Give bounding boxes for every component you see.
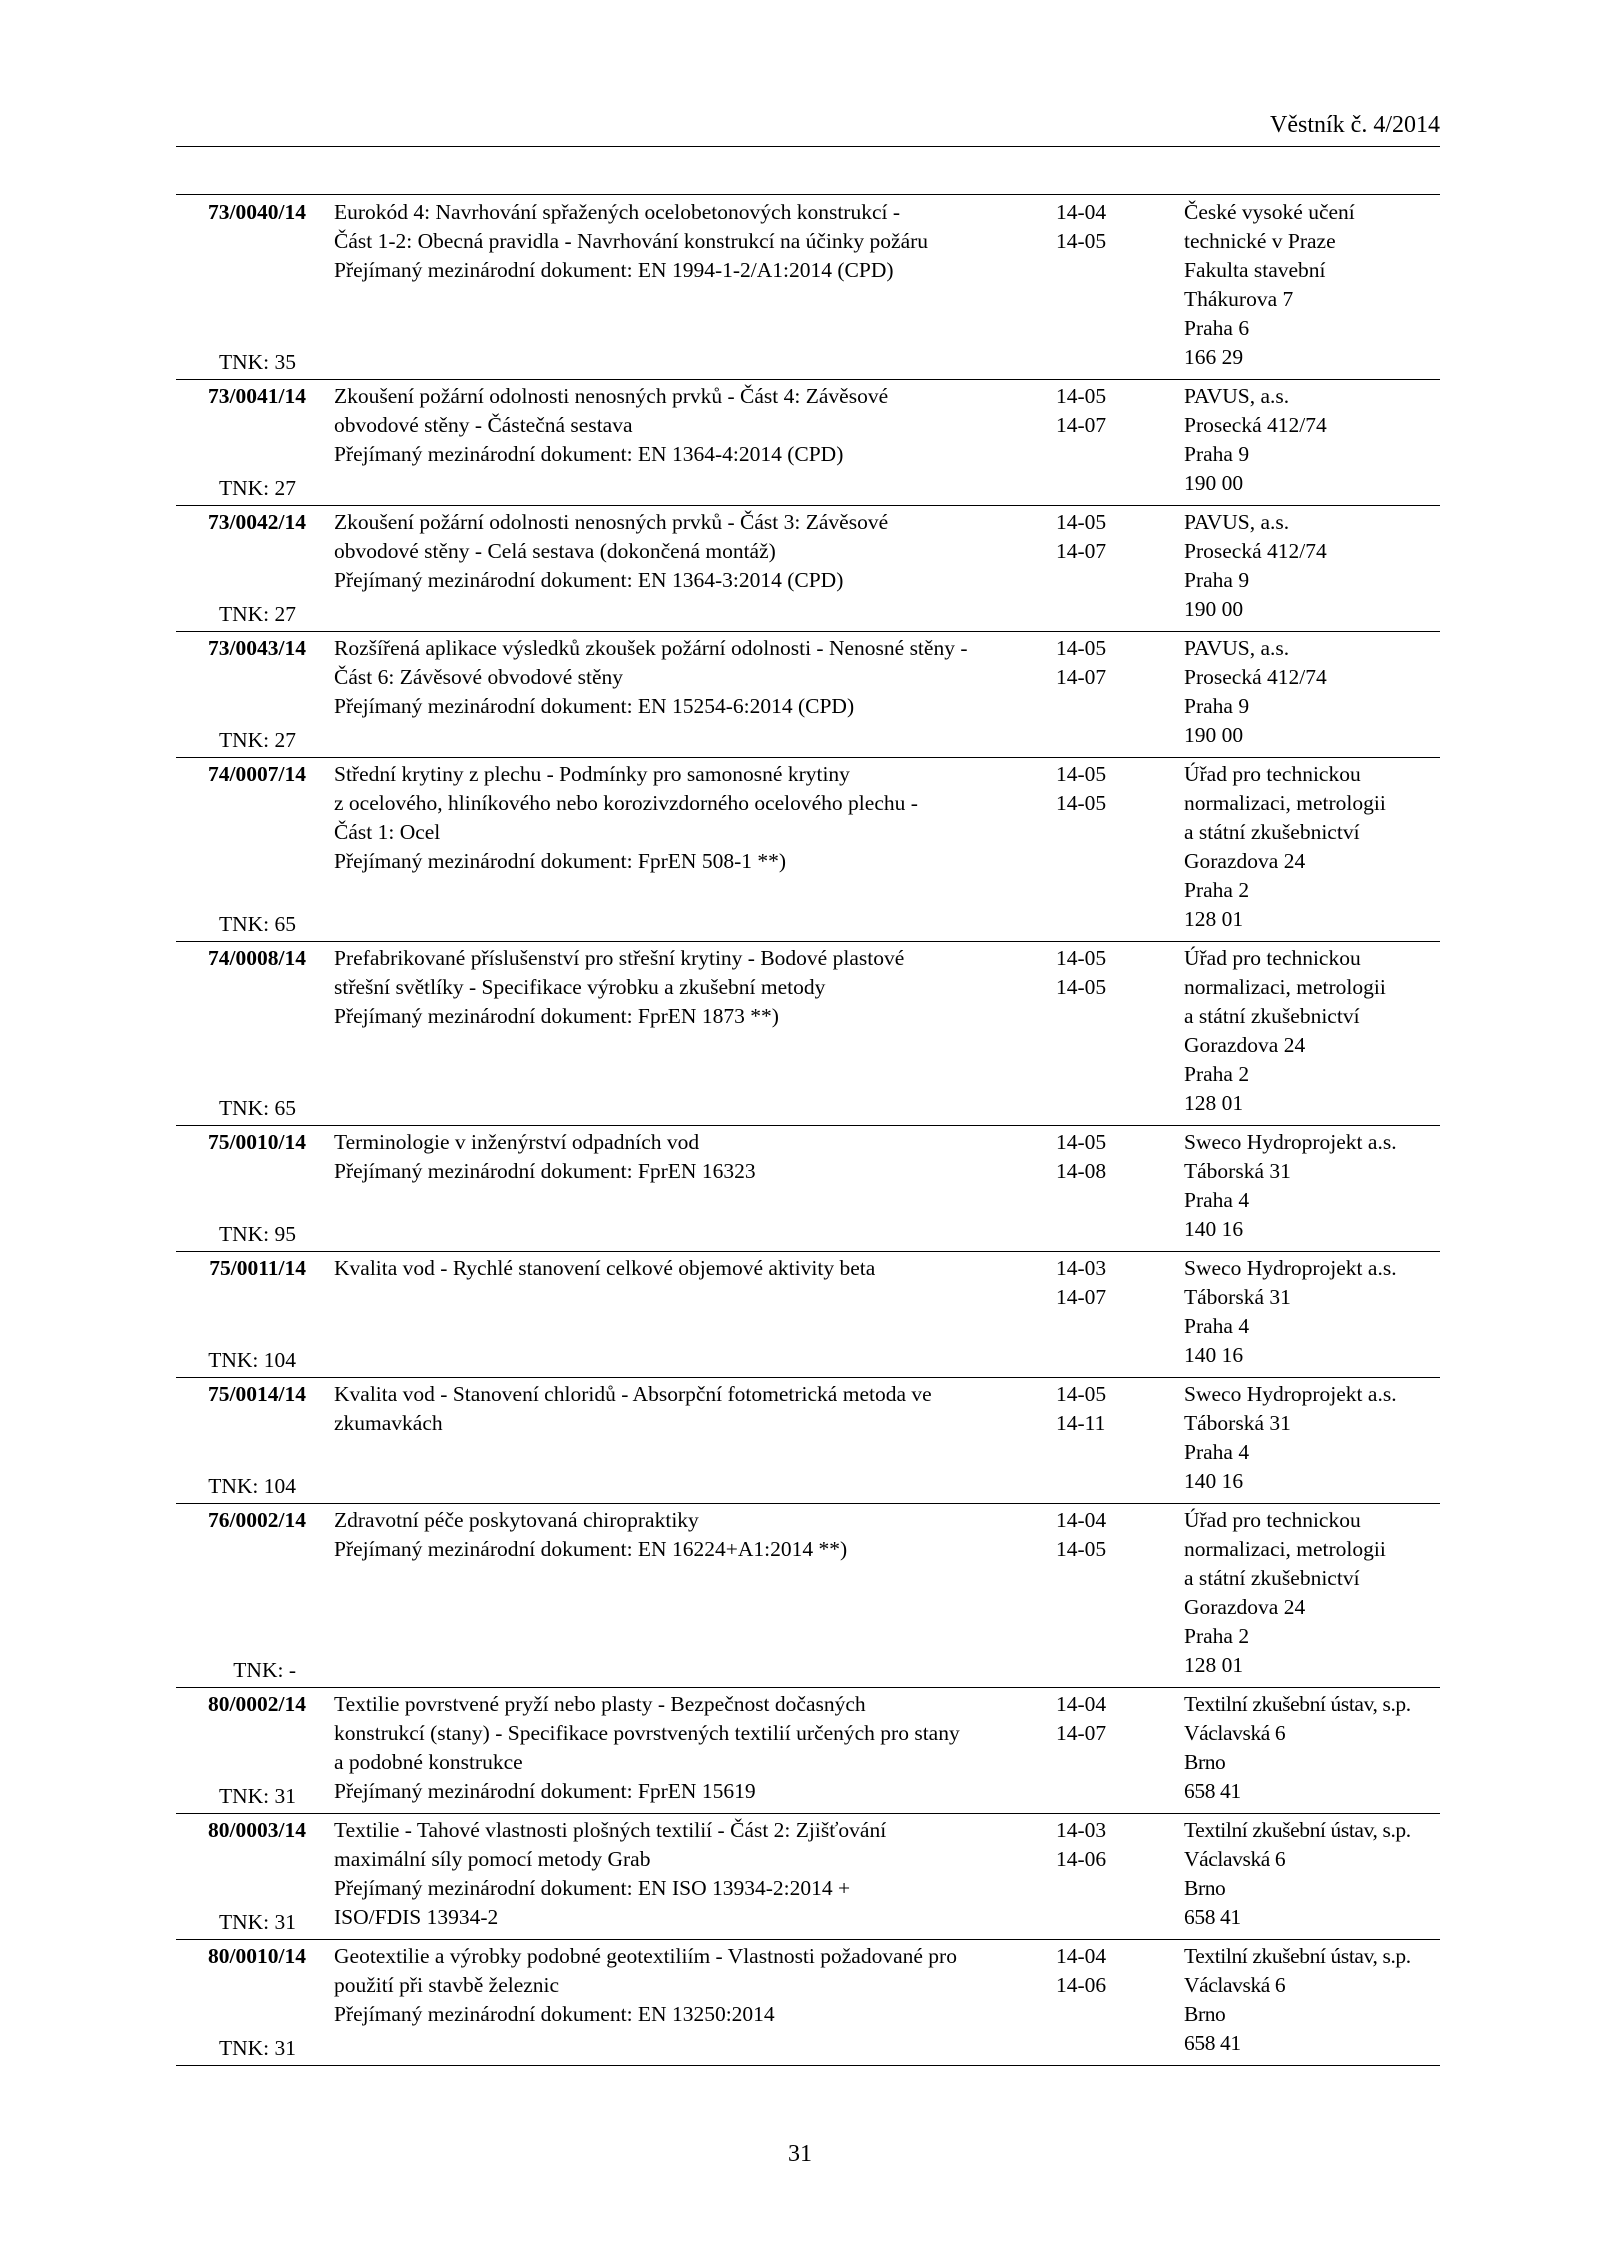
organization-address <box>1184 634 1444 750</box>
table-row <box>176 506 1440 632</box>
organization-address-line: Thákurova 7 <box>1184 287 1294 311</box>
dates-line: 14-07 <box>1056 1721 1107 1745</box>
standard-title <box>334 1128 1034 1186</box>
organization-address <box>1184 1506 1444 1680</box>
tnk-label: TNK: 31 <box>218 2036 296 2060</box>
dates-line: 14-05 <box>1056 1130 1107 1154</box>
organization-address-line: normalizaci, metrologii <box>1184 1537 1386 1561</box>
organization-address-line: a státní zkušebnictví <box>1184 1566 1360 1590</box>
header-rule <box>176 146 1440 147</box>
standard-title-line: Část 1: Ocel <box>334 820 441 844</box>
organization-address <box>1184 1254 1444 1370</box>
organization-address-line: 658 41 <box>1184 2031 1241 2055</box>
organization-address <box>1184 1128 1444 1244</box>
standard-number: 76/0002/14 <box>208 1508 306 1532</box>
organization-address <box>1184 382 1444 498</box>
standard-title-line: Přejímaný mezinárodní dokument: EN 16224+A1:2014 **) <box>334 1537 848 1561</box>
standard-number: 75/0014/14 <box>208 1382 306 1406</box>
organization-address-line: Praha 4 <box>1184 1314 1250 1338</box>
organization-address-line: Brno <box>1184 1750 1226 1774</box>
standard-title-line: Zkoušení požární odolnosti nenosných prvků - Část 4: Závěsové <box>334 384 889 408</box>
dates-line: 14-05 <box>1056 946 1107 970</box>
organization-address-line: PAVUS, a.s. <box>1184 384 1290 408</box>
tnk-label: TNK: - <box>233 1658 296 1682</box>
dates-line: 14-05 <box>1056 636 1107 660</box>
tnk-label: TNK: 31 <box>218 1784 296 1808</box>
standard-title-line: Přejímaný mezinárodní dokument: EN 1994-1-2/A1:2014 (CPD) <box>334 258 894 282</box>
dates <box>1056 1816 1146 1874</box>
standard-title-line: použití při stavbě železnic <box>334 1973 560 1997</box>
standard-title <box>334 1942 1034 2029</box>
standard-number: 74/0008/14 <box>208 946 306 970</box>
table-row <box>176 758 1440 942</box>
table-row <box>176 1504 1440 1688</box>
organization-address-line: Textilní zkušební ústav, s.p. <box>1184 1944 1411 1968</box>
organization-address <box>1184 1690 1444 1806</box>
dates-line: 14-05 <box>1056 791 1107 815</box>
organization-address-line: Textilní zkušební ústav, s.p. <box>1184 1818 1411 1842</box>
dates-line: 14-05 <box>1056 384 1107 408</box>
standard-title-line: Část 1-2: Obecná pravidla - Navrhování konstrukcí na účinky požáru <box>334 229 929 253</box>
table-row <box>176 1378 1440 1504</box>
dates-line: 14-11 <box>1056 1411 1106 1435</box>
tnk-label: TNK: 104 <box>208 1348 296 1372</box>
dates-line: 14-05 <box>1056 975 1107 999</box>
organization-address-line: PAVUS, a.s. <box>1184 636 1290 660</box>
standard-title-line: Eurokód 4: Navrhování spřažených ocelobetonových konstrukcí - <box>334 200 901 224</box>
standard-title-line: ISO/FDIS 13934-2 <box>334 1905 499 1929</box>
standard-number: 73/0042/14 <box>208 510 306 534</box>
table-row <box>176 1814 1440 1940</box>
dates-line: 14-07 <box>1056 1285 1107 1309</box>
tnk-label: TNK: 104 <box>208 1474 296 1498</box>
organization-address-line: 190 00 <box>1184 597 1244 621</box>
dates-line: 14-04 <box>1056 1692 1107 1716</box>
dates-line: 14-05 <box>1056 229 1107 253</box>
organization-address-line: Prosecká 412/74 <box>1184 539 1327 563</box>
standard-title-line: maximální síly pomocí metody Grab <box>334 1847 651 1871</box>
table-row <box>176 942 1440 1126</box>
organization-address-line: 140 16 <box>1184 1469 1244 1493</box>
dates-line: 14-03 <box>1056 1256 1107 1280</box>
standard-title-line: z ocelového, hliníkového nebo korozivzdorného ocelového plechu - <box>334 791 918 815</box>
organization-address-line: 166 29 <box>1184 345 1244 369</box>
organization-address-line: 140 16 <box>1184 1217 1244 1241</box>
standard-title-line: Prefabrikované příslušenství pro střešní krytiny - Bodové plastové <box>334 946 905 970</box>
organization-address-line: 190 00 <box>1184 723 1244 747</box>
organization-address-line: Prosecká 412/74 <box>1184 665 1327 689</box>
dates-line: 14-04 <box>1056 1508 1107 1532</box>
organization-address-line: Sweco Hydroprojekt a.s. <box>1184 1130 1397 1154</box>
organization-address-line: a státní zkušebnictví <box>1184 820 1360 844</box>
organization-address-line: Fakulta stavební <box>1184 258 1326 282</box>
organization-address-line: 658 41 <box>1184 1905 1241 1929</box>
organization-address-line: 140 16 <box>1184 1343 1244 1367</box>
dates <box>1056 1254 1146 1312</box>
organization-address-line: Praha 9 <box>1184 694 1250 718</box>
standard-title-line: Přejímaný mezinárodní dokument: FprEN 15619 <box>334 1779 756 1803</box>
dates <box>1056 944 1146 1002</box>
organization-address-line: 190 00 <box>1184 471 1244 495</box>
table-row <box>176 632 1440 758</box>
standard-title <box>334 1254 1034 1283</box>
organization-address-line: PAVUS, a.s. <box>1184 510 1290 534</box>
tnk-label: TNK: 27 <box>218 728 296 752</box>
standard-number: 80/0002/14 <box>208 1692 306 1716</box>
standard-number: 74/0007/14 <box>208 762 306 786</box>
standard-title <box>334 198 1034 285</box>
organization-address <box>1184 508 1444 624</box>
dates <box>1056 198 1146 256</box>
organization-address-line: Úřad pro technickou <box>1184 1508 1361 1532</box>
standard-title-line: Část 6: Závěsové obvodové stěny <box>334 665 624 689</box>
standard-title-line: Textilie - Tahové vlastnosti plošných textilií - Část 2: Zjišťování <box>334 1818 887 1842</box>
dates <box>1056 1380 1146 1438</box>
tnk-label: TNK: 35 <box>218 350 296 374</box>
standard-title <box>334 944 1034 1031</box>
standard-title <box>334 760 1034 876</box>
tnk-label: TNK: 27 <box>218 602 296 626</box>
organization-address-line: Praha 6 <box>1184 316 1250 340</box>
standard-number: 73/0040/14 <box>208 200 306 224</box>
organization-address-line: a státní zkušebnictví <box>1184 1004 1360 1028</box>
table-row <box>176 380 1440 506</box>
table-row <box>176 1126 1440 1252</box>
organization-address <box>1184 944 1444 1118</box>
standard-title-line: konstrukcí (stany) - Specifikace povrstvených textilií určených pro stany <box>334 1721 960 1745</box>
dates <box>1056 760 1146 818</box>
standard-title-line: Přejímaný mezinárodní dokument: FprEN 1873 **) <box>334 1004 779 1028</box>
standard-title-line: Přejímaný mezinárodní dokument: FprEN 508-1 **) <box>334 849 787 873</box>
standard-title-line: Zdravotní péče poskytovaná chiropraktiky <box>334 1508 699 1532</box>
organization-address-line: Gorazdova 24 <box>1184 849 1306 873</box>
organization-address-line: Sweco Hydroprojekt a.s. <box>1184 1256 1397 1280</box>
standard-title-line: Textilie povrstvené pryží nebo plasty - Bezpečnost dočasných <box>334 1692 866 1716</box>
dates <box>1056 1942 1146 2000</box>
dates-line: 14-07 <box>1056 413 1107 437</box>
dates <box>1056 634 1146 692</box>
organization-address-line: Praha 2 <box>1184 878 1250 902</box>
tnk-label: TNK: 31 <box>218 1910 296 1934</box>
standard-number: 73/0041/14 <box>208 384 306 408</box>
dates-line: 14-07 <box>1056 665 1107 689</box>
organization-address-line: Brno <box>1184 1876 1226 1900</box>
standard-title-line: Zkoušení požární odolnosti nenosných prvků - Část 3: Závěsové <box>334 510 889 534</box>
dates-line: 14-05 <box>1056 762 1107 786</box>
standard-title-line: obvodové stěny - Celá sestava (dokončená montáž) <box>334 539 776 563</box>
standard-title <box>334 1690 1034 1806</box>
table-top-rule <box>176 194 1440 195</box>
organization-address <box>1184 1380 1444 1496</box>
organization-address-line: Brno <box>1184 2002 1226 2026</box>
standard-number: 80/0003/14 <box>208 1818 306 1842</box>
standard-title-line: Kvalita vod - Rychlé stanovení celkové objemové aktivity beta <box>334 1256 876 1280</box>
tnk-label: TNK: 65 <box>218 912 296 936</box>
standard-title-line: Přejímaný mezinárodní dokument: EN 1364-4:2014 (CPD) <box>334 442 844 466</box>
organization-address <box>1184 760 1444 934</box>
tnk-label: TNK: 27 <box>218 476 296 500</box>
journal-header: Věstník č. 4/2014 <box>1270 112 1440 138</box>
dates-line: 14-06 <box>1056 1847 1107 1871</box>
standard-title-line: zkumavkách <box>334 1411 443 1435</box>
dates-line: 14-07 <box>1056 539 1107 563</box>
organization-address-line: Praha 9 <box>1184 568 1250 592</box>
organization-address-line: Praha 2 <box>1184 1062 1250 1086</box>
organization-address-line: Táborská 31 <box>1184 1159 1291 1183</box>
organization-address <box>1184 1816 1444 1932</box>
organization-address-line: Gorazdova 24 <box>1184 1595 1306 1619</box>
organization-address-line: Praha 4 <box>1184 1188 1250 1212</box>
standard-title-line: Přejímaný mezinárodní dokument: EN 15254-6:2014 (CPD) <box>334 694 855 718</box>
dates <box>1056 1506 1146 1564</box>
organization-address-line: normalizaci, metrologii <box>1184 975 1386 999</box>
organization-address-line: Prosecká 412/74 <box>1184 413 1327 437</box>
standard-title-line: Přejímaný mezinárodní dokument: EN ISO 13934-2:2014 + <box>334 1876 851 1900</box>
standard-title <box>334 1380 1034 1438</box>
organization-address-line: Textilní zkušební ústav, s.p. <box>1184 1692 1411 1716</box>
standards-table <box>176 196 1440 2066</box>
organization-address-line: 658 41 <box>1184 1779 1241 1803</box>
organization-address-line: 128 01 <box>1184 1091 1244 1115</box>
dates-line: 14-05 <box>1056 510 1107 534</box>
organization-address-line: Václavská 6 <box>1184 1847 1286 1871</box>
tnk-label: TNK: 65 <box>218 1096 296 1120</box>
standard-title-line: Střední krytiny z plechu - Podmínky pro samonosné krytiny <box>334 762 850 786</box>
dates-line: 14-04 <box>1056 200 1107 224</box>
table-row <box>176 1940 1440 2066</box>
standard-title <box>334 382 1034 469</box>
organization-address-line: Václavská 6 <box>1184 1973 1286 1997</box>
standard-title-line: Geotextilie a výrobky podobné geotextiliím - Vlastnosti požadované pro <box>334 1944 957 1968</box>
standard-title-line: Přejímaný mezinárodní dokument: EN 1364-3:2014 (CPD) <box>334 568 844 592</box>
organization-address-line: Praha 9 <box>1184 442 1250 466</box>
organization-address-line: Václavská 6 <box>1184 1721 1286 1745</box>
dates <box>1056 1128 1146 1186</box>
standard-title <box>334 634 1034 721</box>
organization-address-line: 128 01 <box>1184 907 1244 931</box>
table-row <box>176 1688 1440 1814</box>
table-row <box>176 1252 1440 1378</box>
standard-title-line: Přejímaný mezinárodní dokument: FprEN 16323 <box>334 1159 756 1183</box>
standard-title-line: Přejímaný mezinárodní dokument: EN 13250:2014 <box>334 2002 775 2026</box>
standard-title-line: střešní světlíky - Specifikace výrobku a zkušební metody <box>334 975 826 999</box>
dates-line: 14-08 <box>1056 1159 1107 1183</box>
organization-address-line: normalizaci, metrologii <box>1184 791 1386 815</box>
standard-title <box>334 1816 1034 1932</box>
standard-number: 75/0010/14 <box>208 1130 306 1154</box>
dates-line: 14-04 <box>1056 1944 1107 1968</box>
dates-line: 14-05 <box>1056 1537 1107 1561</box>
standard-title-line: Rozšířená aplikace výsledků zkoušek požární odolnosti - Nenosné stěny - <box>334 636 968 660</box>
table-row <box>176 196 1440 380</box>
organization-address-line: Praha 2 <box>1184 1624 1250 1648</box>
standard-number: 73/0043/14 <box>208 636 306 660</box>
standard-number: 75/0011/14 <box>209 1256 306 1280</box>
organization-address-line: Táborská 31 <box>1184 1285 1291 1309</box>
organization-address-line: Táborská 31 <box>1184 1411 1291 1435</box>
dates-line: 14-06 <box>1056 1973 1107 1997</box>
standard-title-line: a podobné konstrukce <box>334 1750 523 1774</box>
organization-address-line: Úřad pro technickou <box>1184 762 1361 786</box>
standard-title-line: Terminologie v inženýrství odpadních vod <box>334 1130 700 1154</box>
standard-number: 80/0010/14 <box>208 1944 306 1968</box>
page-number: 31 <box>788 2141 812 2167</box>
organization-address <box>1184 198 1444 372</box>
organization-address-line: Praha 4 <box>1184 1440 1250 1464</box>
standard-title-line: Kvalita vod - Stanovení chloridů - Absorpční fotometrická metoda ve <box>334 1382 932 1406</box>
dates-line: 14-03 <box>1056 1818 1107 1842</box>
dates-line: 14-05 <box>1056 1382 1107 1406</box>
standard-title-line: obvodové stěny - Částečná sestava <box>334 413 633 437</box>
dates <box>1056 382 1146 440</box>
organization-address <box>1184 1942 1444 2058</box>
standard-title <box>334 1506 1034 1564</box>
dates <box>1056 508 1146 566</box>
organization-address-line: technické v Praze <box>1184 229 1336 253</box>
standard-title <box>334 508 1034 595</box>
organization-address-line: Sweco Hydroprojekt a.s. <box>1184 1382 1397 1406</box>
organization-address-line: Gorazdova 24 <box>1184 1033 1306 1057</box>
dates <box>1056 1690 1146 1748</box>
organization-address-line: Úřad pro technickou <box>1184 946 1361 970</box>
tnk-label: TNK: 95 <box>218 1222 296 1246</box>
organization-address-line: České vysoké učení <box>1184 200 1355 224</box>
organization-address-line: 128 01 <box>1184 1653 1244 1677</box>
